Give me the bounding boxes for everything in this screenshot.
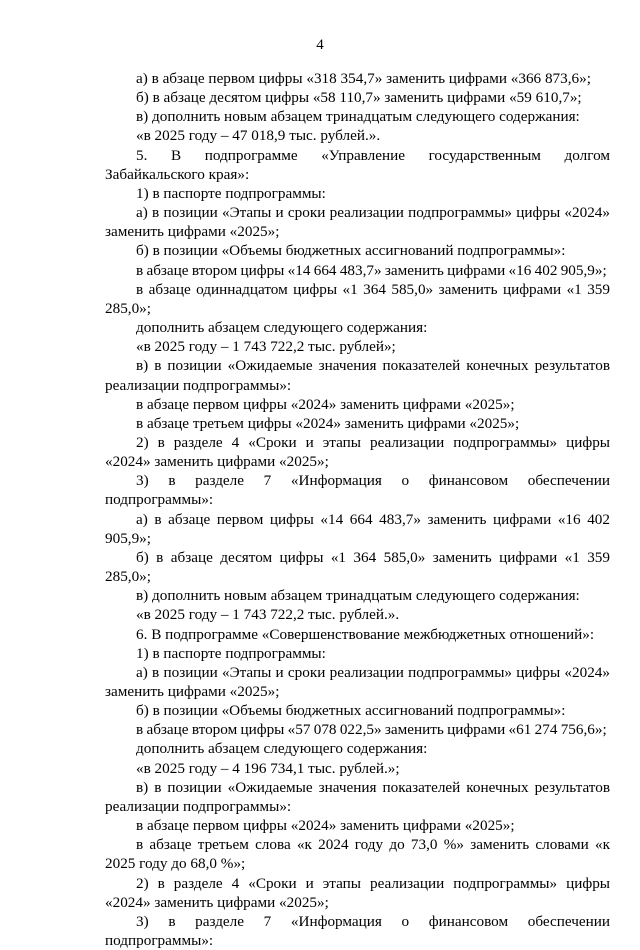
paragraph: а) в позиции «Этапы и сроки реализации подпрограммы» цифры «2024» заменить цифрами «2025»;: [105, 204, 610, 241]
paragraph: в абзаце первом цифры «2024» заменить цифрами «2025»;: [136, 817, 515, 835]
paragraph: «в 2025 году – 1 743 722,2 тыс. рублей»;: [136, 338, 396, 356]
section-heading-5: 5. В подпрограмме «Управление государственным долгом Забайкальского края»:: [105, 146, 610, 183]
paragraph: 3) в разделе 7 «Информация о финансовом обеспечении подпрограммы»:: [105, 472, 610, 509]
section-heading-6: 6. В подпрограмме «Совершенствование межбюджетных отношений»:: [136, 625, 595, 643]
paragraph: а) в абзаце первом цифры «14 664 483,7» заменить цифрами «16 402 905,9»;: [105, 510, 610, 547]
paragraph: дополнить абзацем следующего содержания:: [136, 740, 428, 758]
paragraph: б) в позиции «Объемы бюджетных ассигнований подпрограммы»:: [136, 702, 566, 720]
paragraph: в) дополнить новым абзацем тринадцатым следующего содержания:: [136, 108, 580, 126]
paragraph: 3) в разделе 7 «Информация о финансовом обеспечении подпрограммы»:: [105, 912, 610, 950]
paragraph: в абзаце втором цифры «14 664 483,7» заменить цифрами «16 402 905,9»;: [136, 261, 607, 279]
paragraph: «в 2025 году – 4 196 734,1 тыс. рублей.»;: [136, 759, 400, 777]
paragraph: дополнить абзацем следующего содержания:: [136, 319, 428, 337]
paragraph: «в 2025 году – 1 743 722,2 тыс. рублей.».: [136, 606, 400, 624]
paragraph: 1) в паспорте подпрограммы:: [136, 644, 326, 662]
paragraph: в) в позиции «Ожидаемые значения показателей конечных результатов реализации подпрограммы»:: [105, 778, 610, 815]
paragraph: а) в абзаце первом цифры «318 354,7» заменить цифрами «366 873,6»;: [136, 70, 591, 87]
paragraph: в) в позиции «Ожидаемые значения показателей конечных результатов реализации подпрограммы»:: [105, 357, 610, 394]
paragraph: 2) в разделе 4 «Сроки и этапы реализации подпрограммы» цифры «2024» заменить цифрами «2025»;: [105, 874, 610, 911]
paragraph: б) в абзаце десятом цифры «58 110,7» заменить цифрами «59 610,7»;: [136, 89, 582, 107]
paragraph: б) в позиции «Объемы бюджетных ассигнований подпрограммы»:: [136, 242, 566, 260]
paragraph: 1) в паспорте подпрограммы:: [136, 184, 326, 202]
paragraph: а) в позиции «Этапы и сроки реализации подпрограммы» цифры «2024» заменить цифрами «2025»;: [105, 663, 610, 700]
paragraph: в абзаце первом цифры «2024» заменить цифрами «2025»;: [136, 395, 515, 413]
paragraph: в абзаце втором цифры «57 078 022,5» заменить цифрами «61 274 756,6»;: [136, 721, 607, 739]
document-body: [105, 69, 610, 950]
paragraph: б) в абзаце десятом цифры «1 364 585,0» заменить цифрами «1 359 285,0»;: [105, 548, 610, 586]
page-number: 4: [316, 37, 324, 53]
paragraph: в абзаце одиннадцатом цифры «1 364 585,0» заменить цифрами «1 359 285,0»;: [105, 280, 610, 317]
paragraph: в абзаце третьем слова «к 2024 году до 73,0 %» заменить словами «к 2025 году до 68,0 %»;: [105, 836, 610, 873]
paragraph: в абзаце третьем цифры «2024» заменить цифрами «2025»;: [136, 414, 520, 432]
paragraph: «в 2025 году – 47 018,9 тыс. рублей.».: [136, 127, 381, 145]
paragraph: 2) в разделе 4 «Сроки и этапы реализации подпрограммы» цифры «2024» заменить цифрами «2025»;: [105, 433, 610, 471]
paragraph: в) дополнить новым абзацем тринадцатым следующего содержания:: [136, 587, 580, 605]
